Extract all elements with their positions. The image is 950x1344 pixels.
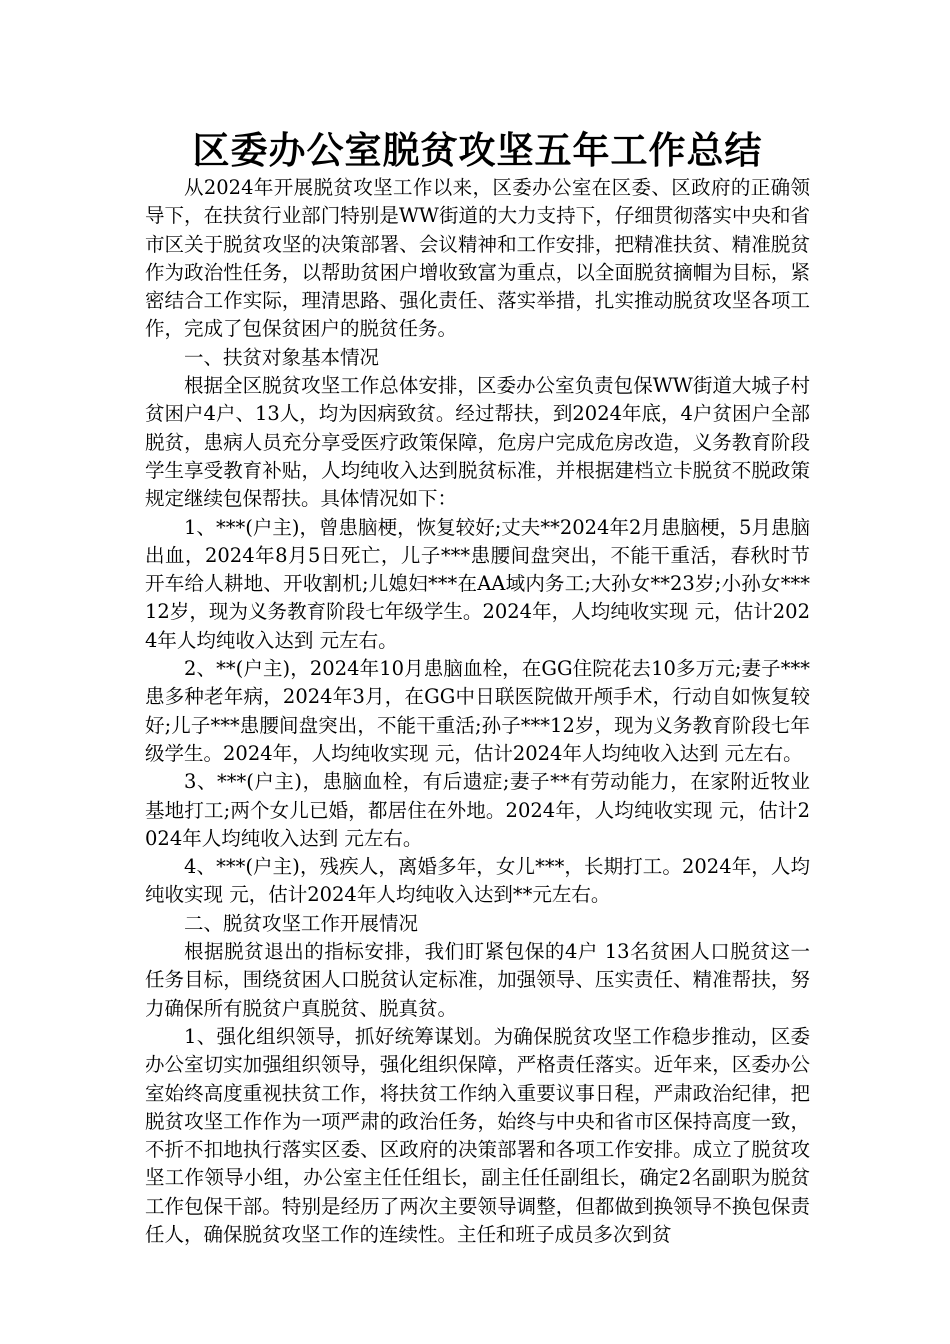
paragraph-intro: 从2024年开展脱贫攻坚工作以来，区委办公室在区委、区政府的正确领导下，在扶贫行业部门特别是WW街道的大力支持下，仔细贯彻落实中央和省市区关于脱贫攻坚的决策部署、会议精神和工作安排，把精准扶贫、精准脱贫作为政治性任务，以帮助贫困户增收致富为重点，以全面脱贫摘帽为目标，紧密结合工作实际，理清思路、强化责任、落实举措，扎实推动脱贫攻坚各项工作，完成了包保贫困户的脱贫任务。 xyxy=(145,176,810,341)
paragraph-household-3: 3、***(户主)，患脑血栓，有后遗症;妻子**有劳动能力，在家附近牧业基地打工;两个女儿已婚，都居住在外地。2024年，人均纯收实现 元，估计2024年人均纯收入达到 元左右。 xyxy=(145,770,810,850)
section-heading-1: 一、扶贫对象基本情况 xyxy=(184,345,380,369)
paragraph-section-1: 根据全区脱贫攻坚工作总体安排，区委办公室负责包保WW街道大城子村贫困户4户、13人，均为因病致贫。经过帮扶，到2024年底，4户贫困户全部脱贫，患病人员充分享受医疗政策保障，危房户完成危房改造，义务教育阶段学生享受教育补贴，人均纯收入达到脱贫标准，并根据建档立卡脱贫不脱政策规定继续包保帮扶。具体情况如下： xyxy=(145,374,810,511)
paragraph-organization: 1、强化组织领导，抓好统筹谋划。为确保脱贫攻坚工作稳步推动，区委办公室切实加强组织领导，强化组织保障，严格责任落实。近年来，区委办公室始终高度重视扶贫工作，将扶贫工作纳入重要议事日程，严肃政治纪律，把脱贫攻坚工作作为一项严肃的政治任务，始终与中央和省市区保持高度一致，不折不扣地执行落实区委、区政府的决策部署和各项工作安排。成立了脱贫攻坚工作领导小组，办公室主任任组长，副主任任副组长，确定2名副职为脱贫工作包保干部。特别是经历了两次主要领导调整，但都做到换领导不换包保责任人，确保脱贫攻坚工作的连续性。主任和班子成员多次到贫 xyxy=(145,1024,810,1246)
paragraph-household-2: 2、**(户主)，2024年10月患脑血栓，在GG住院花去10多万元;妻子***患多种老年病，2024年3月，在GG中日联医院做开颅手术，行动自如恢复较好;儿子***患腰间盘突出，不能干重活;孙子***12岁，现为义务教育阶段七年级学生。2024年，人均纯收实现 元，估计2024年人均纯收入达到 元左右。 xyxy=(145,657,810,765)
document-page xyxy=(145,128,810,1249)
paragraph-household-1: 1、***(户主)，曾患脑梗，恢复较好;丈夫**2024年2月患脑梗，5月患脑出血，2024年8月5日死亡，儿子***患腰间盘突出，不能干重活，春秋时节开车给人耕地、开收割机;儿媳妇***在AA域内务工;大孙女**23岁;小孙女***12岁，现为义务教育阶段七年级学生。2024年，人均纯收实现 元，估计2024年人均纯收入达到 元左右。 xyxy=(145,515,810,652)
document-title: 区委办公室脱贫攻坚五年工作总结 xyxy=(192,129,763,172)
section-heading-2: 二、脱贫攻坚工作开展情况 xyxy=(184,911,419,935)
paragraph-section-2: 根据脱贫退出的指标安排，我们盯紧包保的4户 13名贫困人口脱贫这一任务目标，围绕贫困人口脱贫认定标准，加强领导、压实责任、精准帮扶，努力确保所有脱贫户真脱贫、脱真贫。 xyxy=(145,940,810,1020)
paragraph-household-4: 4、***(户主)，残疾人，离婚多年，女儿***，长期打工。2024年，人均纯收实现 元，估计2024年人均纯收入达到**元左右。 xyxy=(145,855,810,907)
